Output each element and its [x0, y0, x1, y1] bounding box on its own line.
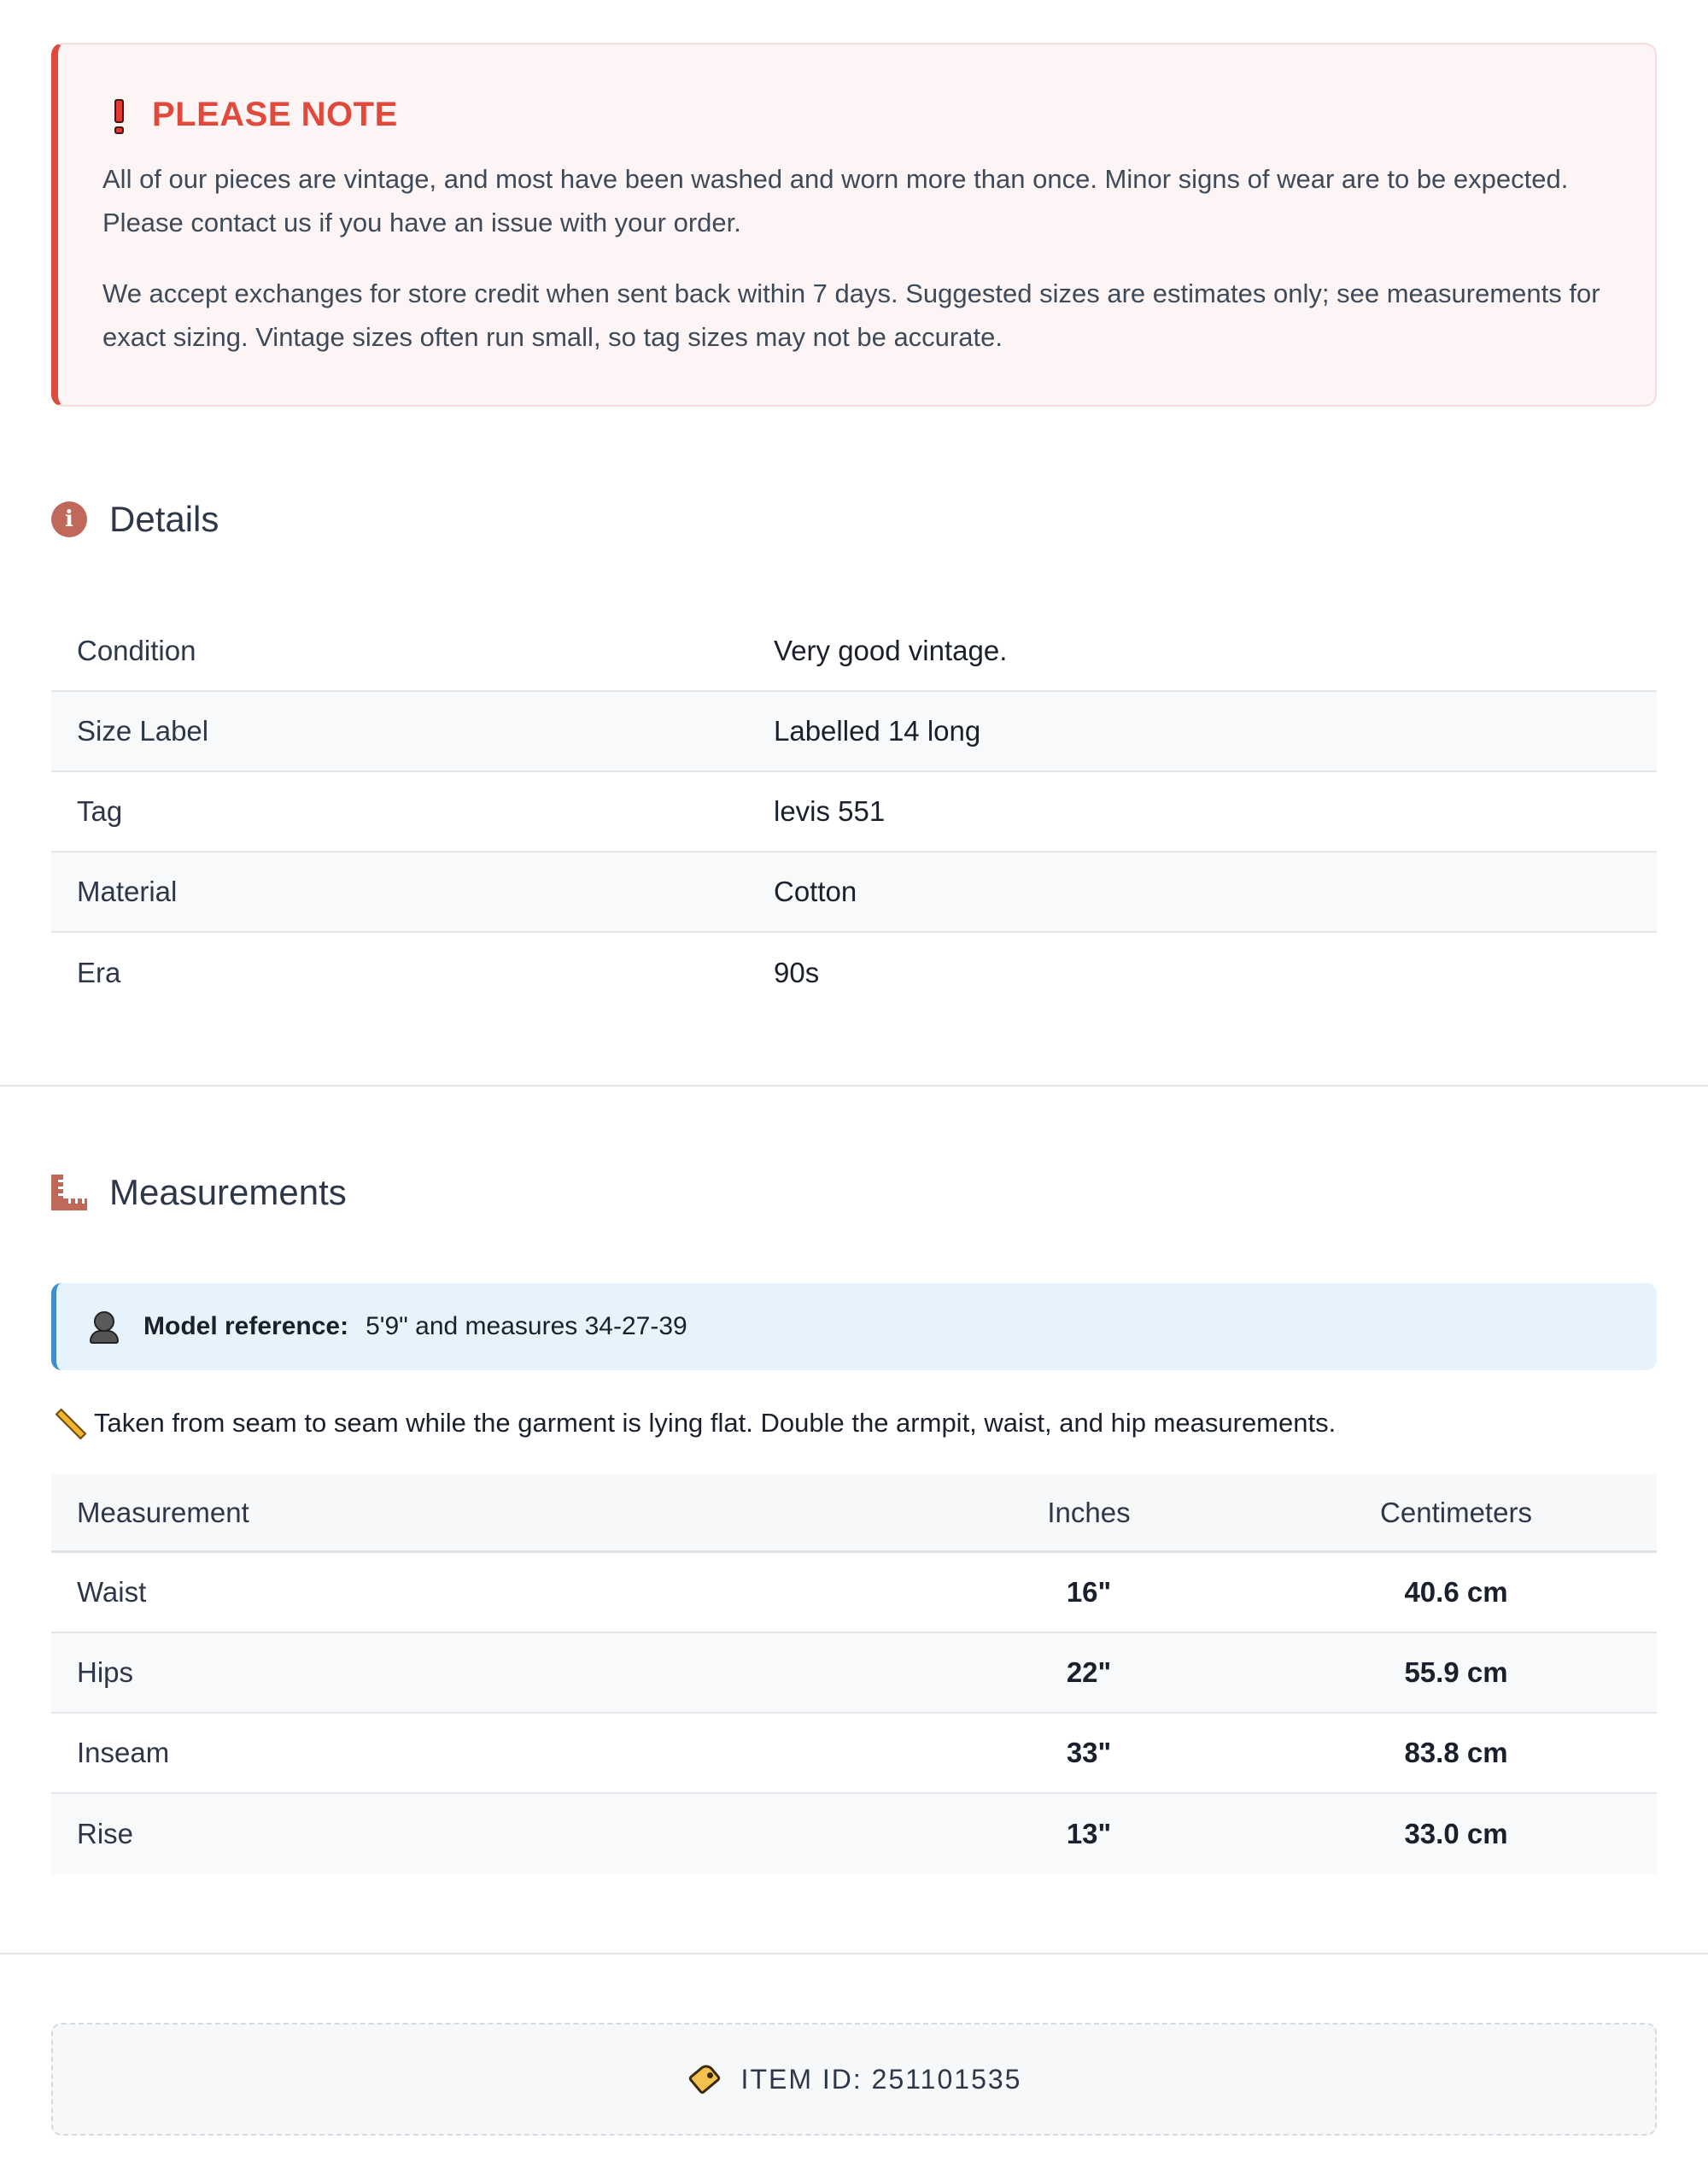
person-icon: [87, 1310, 121, 1344]
section-divider: [0, 1953, 1708, 1954]
please-note-box: [51, 43, 1657, 407]
table-row: [51, 1794, 1657, 1874]
column-header-centimeters: Centimeters: [1380, 1496, 1532, 1528]
measurements-section-header: [51, 1167, 347, 1218]
measurement-name: Inseam: [77, 1737, 170, 1768]
column-header-measurement: Measurement: [77, 1496, 249, 1528]
measurement-cm: 55.9 cm: [1404, 1656, 1508, 1688]
tag-icon: [687, 2060, 724, 2098]
measurement-inches: 13": [1066, 1818, 1112, 1849]
details-label: Size Label: [77, 715, 209, 747]
details-label: Tag: [77, 795, 123, 827]
measurement-name: Hips: [77, 1656, 134, 1688]
item-id-box: [51, 2023, 1657, 2136]
measurement-cm: 83.8 cm: [1404, 1737, 1508, 1768]
details-row-condition: [51, 612, 1657, 692]
details-label: Condition: [77, 635, 196, 666]
please-note-header: [102, 89, 1655, 140]
measurement-inches: 16": [1066, 1576, 1112, 1608]
details-title: Details: [109, 499, 219, 539]
details-row-era: [51, 933, 1657, 1013]
details-row-tag: [51, 772, 1657, 853]
measurement-hint: [51, 1406, 1336, 1440]
measurement-name: Rise: [77, 1818, 134, 1849]
measurement-inches: 22": [1066, 1656, 1112, 1688]
measurement-cm: 40.6 cm: [1404, 1576, 1508, 1608]
model-reference-value: 5'9" and measures 34-27-39: [366, 1312, 687, 1340]
measurement-name: Waist: [77, 1576, 147, 1608]
table-row: [51, 1633, 1657, 1714]
details-row-size-label: [51, 692, 1657, 772]
please-note-paragraph-1: All of our pieces are vintage, and most have been washed and worn more than once. Minor signs of wear are to be expected. Please contact us if you have an issue with your order.: [102, 164, 1569, 237]
model-reference-box: [51, 1283, 1657, 1370]
exclamation-icon: [102, 89, 137, 140]
table-row: [51, 1714, 1657, 1794]
measurements-title: Measurements: [109, 1172, 347, 1212]
measurements-table: [51, 1474, 1657, 1874]
details-value: 90s: [774, 957, 820, 988]
column-header-inches: Inches: [1047, 1496, 1131, 1528]
measurement-inches: 33": [1066, 1737, 1112, 1768]
measurement-hint-text: Taken from seam to seam while the garment is lying flat. Double the armpit, waist, and hip measurements.: [94, 1408, 1337, 1438]
details-row-material: [51, 853, 1657, 933]
model-reference-label: Model reference:: [143, 1312, 349, 1340]
item-id-text: ITEM ID: 251101535: [740, 2063, 1022, 2095]
table-row: [51, 1553, 1657, 1633]
please-note-paragraph-2: We accept exchanges for store credit when sent back within 7 days. Suggested sizes are estimates only; see measurements for exact sizing. Vintage sizes often run small, so tag sizes may not be accurate.: [102, 278, 1600, 352]
measurement-cm: 33.0 cm: [1404, 1818, 1508, 1849]
please-note-heading: PLEASE NOTE: [152, 95, 398, 133]
details-value: Labelled 14 long: [774, 715, 981, 747]
info-icon: i: [51, 501, 87, 537]
details-value: levis 551: [774, 795, 886, 827]
details-section-header: [51, 494, 219, 545]
ruler-pencil-icon: [51, 1406, 85, 1440]
details-table: [51, 612, 1657, 1013]
details-value: Cotton: [774, 876, 857, 907]
details-label: Era: [77, 957, 121, 988]
section-divider: [0, 1085, 1708, 1087]
measurements-table-header: [51, 1474, 1657, 1553]
details-value: Very good vintage.: [774, 635, 1008, 666]
details-label: Material: [77, 876, 178, 907]
ruler-icon: [51, 1175, 87, 1210]
